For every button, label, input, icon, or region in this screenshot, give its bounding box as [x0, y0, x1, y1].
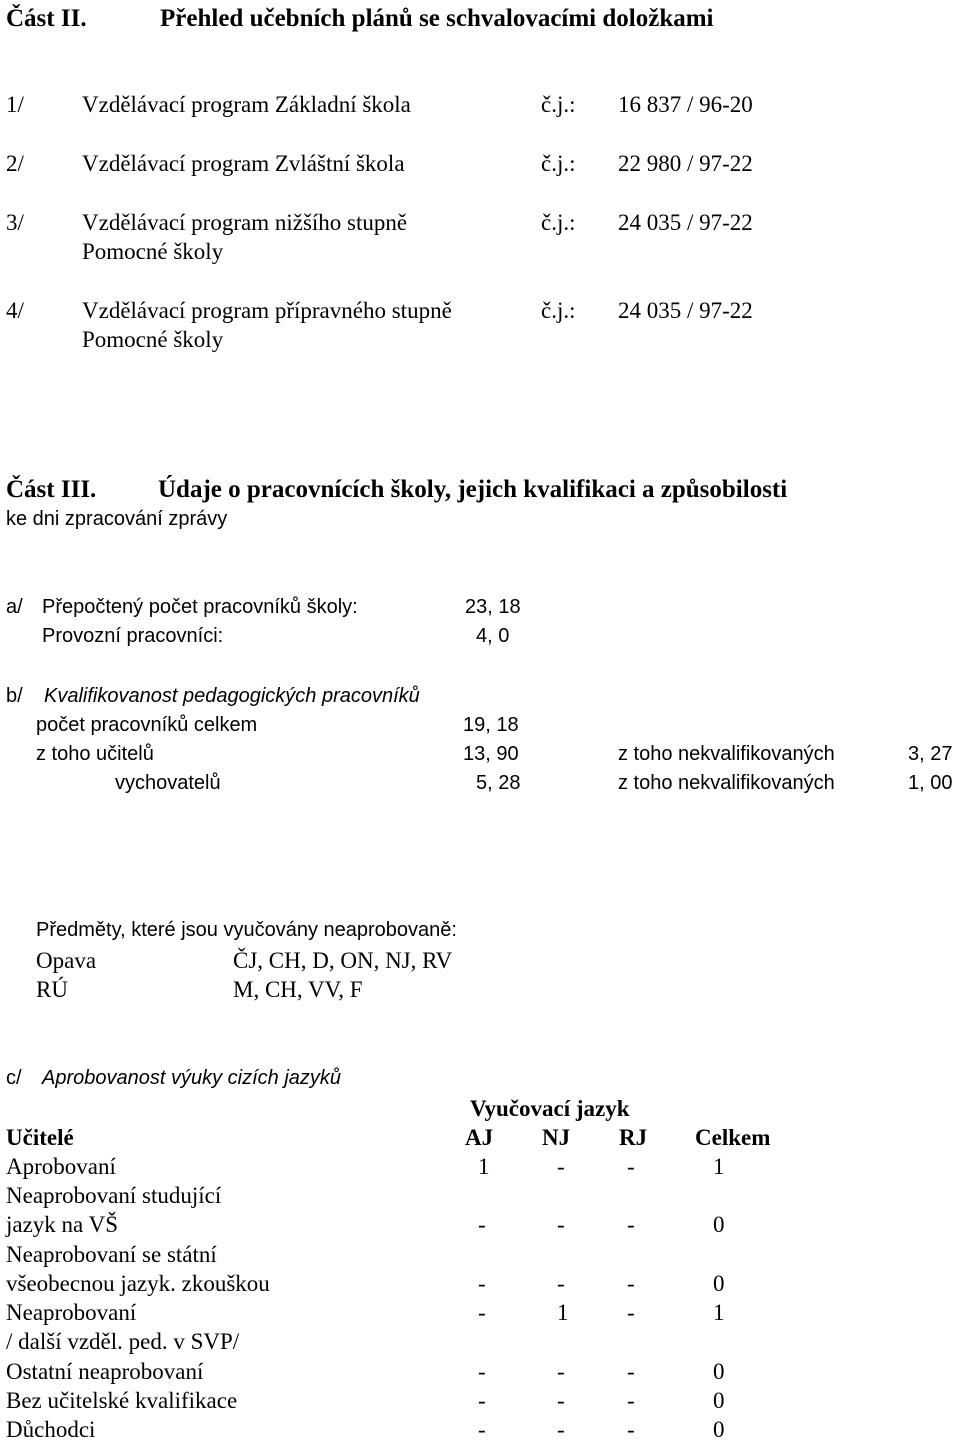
row-label-line2: všeobecnou jazyk. zkouškou — [6, 1271, 270, 1296]
cell-nj: - — [557, 1154, 565, 1179]
cell-rj: - — [627, 1300, 635, 1325]
row-label: Neaprobovaní se státní — [6, 1242, 217, 1267]
cj-label: č.j.: — [541, 92, 576, 117]
item-number: 3/ — [6, 210, 24, 235]
cell-rj: - — [627, 1388, 635, 1413]
cell-nj: - — [557, 1359, 565, 1384]
total-staff-value: 19, 18 — [463, 714, 519, 736]
program-name: Vzdělávací program Základní škola — [82, 92, 411, 117]
row-label-line2: jazyk na VŠ — [6, 1212, 119, 1237]
row-label: Důchodci — [6, 1417, 96, 1442]
cell-rj: - — [627, 1154, 635, 1179]
row-label: Neaprobovaní — [6, 1300, 137, 1325]
cell-nj: - — [557, 1417, 565, 1442]
part3-heading-title: Údaje o pracovnících školy, jejich kvalifikaci a způsobilosti — [158, 476, 788, 503]
column-header-aj: AJ — [465, 1125, 494, 1150]
item-number: 4/ — [6, 298, 24, 323]
cell-nj: - — [557, 1388, 565, 1413]
subjects-intro: Předměty, které jsou vyučovány neaprobovaně: — [36, 919, 457, 941]
section-c-marker: c/ — [6, 1067, 22, 1089]
cell-total: 0 — [713, 1388, 725, 1413]
cell-total: 0 — [713, 1212, 725, 1237]
cell-total: 0 — [713, 1359, 725, 1384]
section-b-marker: b/ — [6, 685, 23, 707]
staff-count-value: 23, 18 — [465, 596, 521, 618]
educators-unqualified-value: 1, 00 — [908, 772, 953, 794]
cell-total: 1 — [713, 1300, 725, 1325]
cell-aj: - — [478, 1212, 486, 1237]
part2-heading-title: Přehled učebních plánů se schvalovacími doložkami — [160, 5, 714, 32]
reference-number: 24 035 / 97-22 — [618, 298, 753, 323]
language-group-header: Vyučovací jazyk — [470, 1096, 630, 1121]
operational-staff-value: 4, 0 — [476, 625, 510, 647]
item-number: 1/ — [6, 92, 24, 117]
cj-label: č.j.: — [541, 298, 576, 323]
cell-nj: 1 — [557, 1300, 569, 1325]
reference-number: 24 035 / 97-22 — [618, 210, 753, 235]
part3-subtitle: ke dni zpracování zprávy — [6, 508, 228, 530]
teachers-label: z toho učitelů — [36, 743, 154, 765]
cell-aj: - — [478, 1359, 486, 1384]
cell-aj: - — [478, 1300, 486, 1325]
cj-label: č.j.: — [541, 151, 576, 176]
total-staff-label: počet pracovníků celkem — [36, 714, 258, 736]
row-label: Ostatní neaprobovaní — [6, 1359, 204, 1384]
cell-total: 0 — [713, 1417, 725, 1442]
row-label-line2: / další vzděl. ped. v SVP/ — [6, 1329, 240, 1354]
teachers-unqualified-label: z toho nekvalifikovaných — [618, 743, 835, 765]
cell-aj: - — [478, 1417, 486, 1442]
column-header-nj: NJ — [542, 1125, 571, 1150]
teachers-unqualified-value: 3, 27 — [908, 743, 953, 765]
cell-total: 0 — [713, 1271, 725, 1296]
column-header-total: Celkem — [695, 1125, 771, 1150]
subjects-list: M, CH, VV, F — [233, 977, 363, 1002]
section-a-marker: a/ — [6, 596, 23, 618]
operational-staff-label: Provozní pracovníci: — [42, 625, 224, 647]
cell-rj: - — [627, 1271, 635, 1296]
cell-total: 1 — [713, 1154, 725, 1179]
teachers-value: 13, 90 — [463, 743, 519, 765]
subjects-place: RÚ — [36, 977, 68, 1002]
cell-rj: - — [627, 1212, 635, 1237]
subjects-list: ČJ, CH, D, ON, NJ, RV — [233, 948, 453, 973]
part3-heading-number: Část III. — [6, 476, 97, 503]
item-number: 2/ — [6, 151, 24, 176]
column-header-teachers: Učitelé — [6, 1125, 74, 1150]
cj-label: č.j.: — [541, 210, 576, 235]
educators-label: vychovatelů — [115, 772, 221, 794]
program-name: Vzdělávací program přípravného stupně — [82, 298, 452, 323]
cell-aj: - — [478, 1388, 486, 1413]
row-label: Bez učitelské kvalifikace — [6, 1388, 238, 1413]
staff-count-label: Přepočtený počet pracovníků školy: — [42, 596, 358, 618]
row-label: Aprobovaní — [6, 1154, 116, 1179]
educators-value: 5, 28 — [476, 772, 521, 794]
row-label: Neaprobovaní studující — [6, 1183, 222, 1208]
cell-rj: - — [627, 1359, 635, 1384]
program-name-line2: Pomocné školy — [82, 327, 224, 352]
subjects-place: Opava — [36, 948, 97, 973]
section-c-title: Aprobovanost výuky cizích jazyků — [42, 1067, 342, 1089]
column-header-rj: RJ — [619, 1125, 648, 1150]
educators-unqualified-label: z toho nekvalifikovaných — [618, 772, 835, 794]
reference-number: 22 980 / 97-22 — [618, 151, 753, 176]
part2-heading-number: Část II. — [6, 5, 87, 32]
program-name: Vzdělávací program nižšího stupně — [82, 210, 408, 235]
section-b-title: Kvalifikovanost pedagogických pracovníků — [44, 685, 420, 707]
cell-aj: - — [478, 1271, 486, 1296]
cell-nj: - — [557, 1271, 565, 1296]
program-name: Vzdělávací program Zvláštní škola — [82, 151, 405, 176]
cell-nj: - — [557, 1212, 565, 1237]
cell-aj: 1 — [478, 1154, 490, 1179]
program-name-line2: Pomocné školy — [82, 239, 224, 264]
reference-number: 16 837 / 96-20 — [618, 92, 753, 117]
cell-rj: - — [627, 1417, 635, 1442]
